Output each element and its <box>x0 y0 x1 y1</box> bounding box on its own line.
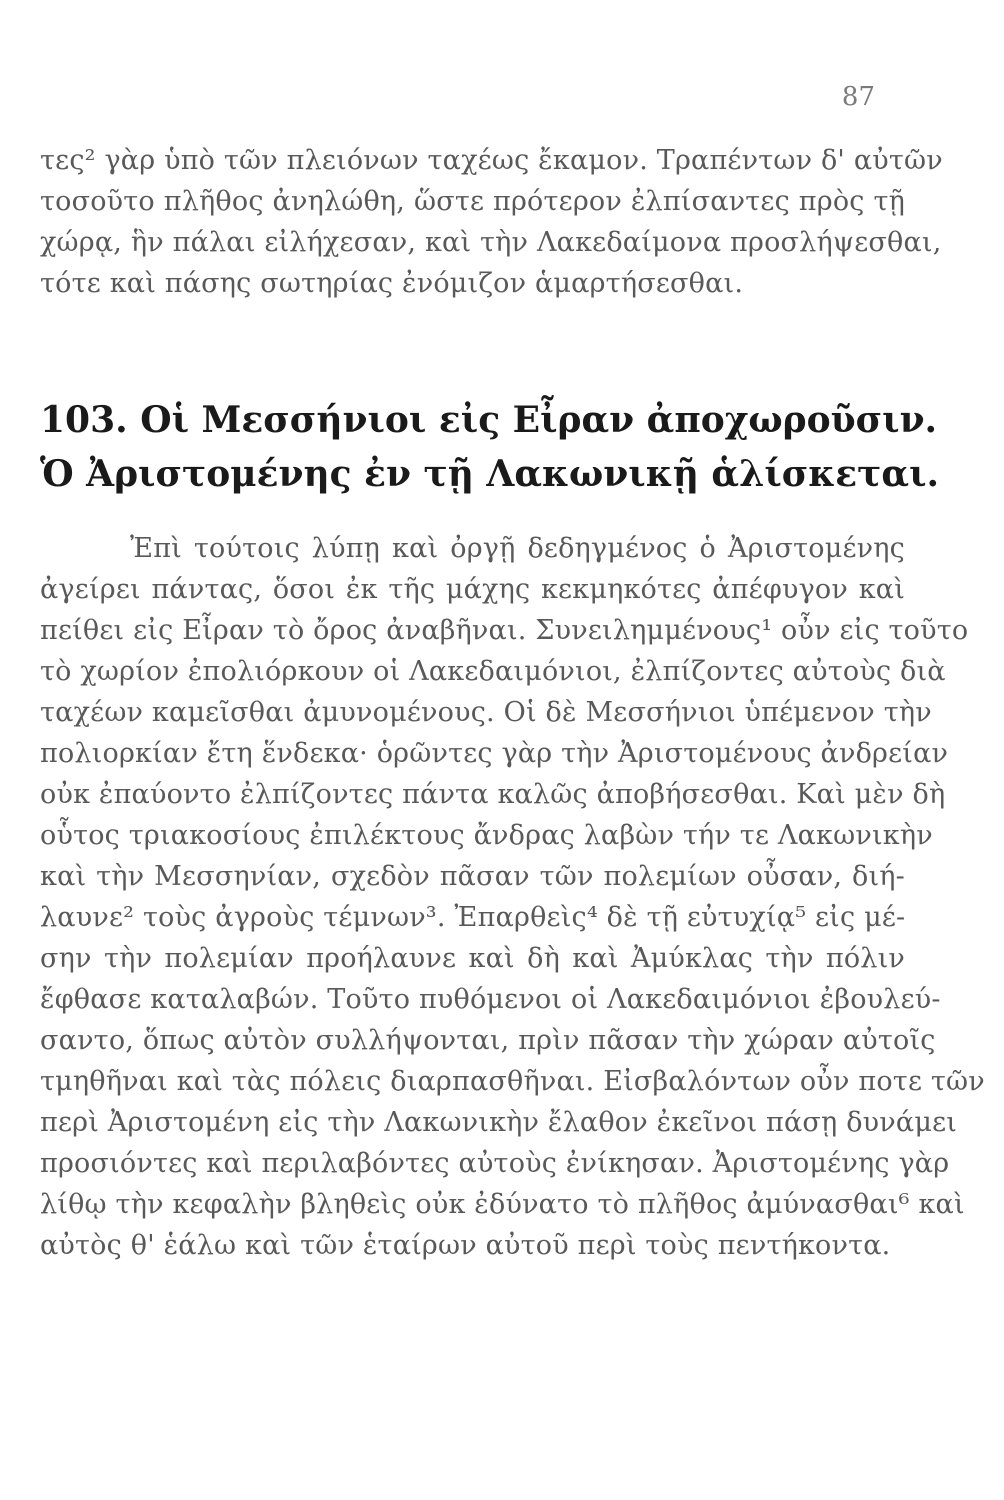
paragraph-continued <box>40 140 943 304</box>
text-line: χώρᾳ, ἣν πάλαι εἰλήχεσαν, καὶ τὴν Λακεδαίμονα προσλήψεσθαι, <box>40 227 942 258</box>
text-line: λαυνε² τοὺς ἀγροὺς τέμνων³. Ἐπαρθεὶς⁴ δὲ τῇ εὐτυχίᾳ⁵ εἰς μέ- <box>40 902 906 933</box>
heading-line-2: Ὁ Ἀριστομένης ἐν τῇ Λακωνικῇ ἁλίσκεται. <box>40 453 940 495</box>
text-line: αὐτὸς θ' ἑάλω καὶ τῶν ἑταίρων αὐτοῦ περὶ τοὺς πεντήκοντα. <box>40 1230 891 1261</box>
text-line: ἀγείρει πάντας, ὅσοι ἐκ τῆς μάχης κεκμηκότες ἀπέφυγον καὶ <box>40 574 905 605</box>
text-line: σην τὴν πολεμίαν προήλαυνε καὶ δὴ καὶ Ἀμύκλας τὴν πόλιν <box>40 943 905 974</box>
text-line: τοσοῦτο πλῆθος ἀνηλώθη, ὥστε πρότερον ἐλπίσαντες πρὸς τῇ <box>40 186 905 217</box>
text-line: τότε καὶ πάσης σωτηρίας ἐνόμιζον ἁμαρτήσεσθαι. <box>40 268 744 299</box>
text-line: ταχέων καμεῖσθαι ἀμυνομένους. Οἱ δὲ Μεσσήνιοι ὑπέμενον τὴν <box>40 697 932 728</box>
text-line: ἔφθασε καταλαβών. Τοῦτο πυθόμενοι οἱ Λακεδαιμόνιοι ἐβουλεύ- <box>40 984 941 1015</box>
heading-line-1: 103. Οἱ Μεσσήνιοι εἰς Εἶραν ἀποχωροῦσιν. <box>40 399 938 441</box>
text-line: προσιόντες καὶ περιλαβόντες αὐτοὺς ἐνίκησαν. Ἀριστομένης γὰρ <box>40 1148 950 1179</box>
text-line: πολιορκίαν ἔτη ἕνδεκα· ὁρῶντες γὰρ τὴν Ἀριστομένους ἀνδρείαν <box>40 738 949 769</box>
text-line: τες² γὰρ ὑπὸ τῶν πλειόνων ταχέως ἔκαμον. Τραπέντων δ' αὐτῶν <box>40 145 943 176</box>
text-line: περὶ Ἀριστομένη εἰς τὴν Λακωνικὴν ἔλαθον ἐκεῖνοι πάσῃ δυνάμει <box>40 1107 958 1138</box>
text-line: λίθῳ τὴν κεφαλὴν βληθεὶς οὐκ ἐδύνατο τὸ πλῆθος ἀμύνασθαι⁶ καὶ <box>40 1189 965 1220</box>
text-line: πείθει εἰς Εἶραν τὸ ὄρος ἀναβῆναι. Συνειλημμένους¹ οὖν εἰς τοῦτο <box>40 615 969 646</box>
page-number: 87 <box>841 82 875 112</box>
section-heading <box>40 393 940 501</box>
text-line: Ἐπὶ τούτοις λύπῃ καὶ ὀργῇ δεδηγμένος ὁ Ἀριστομένης <box>130 533 905 564</box>
text-line: σαντο, ὅπως αὐτὸν συλλήψονται, πρὶν πᾶσαν τὴν χώραν αὐτοῖς <box>40 1025 936 1056</box>
text-line: οὗτος τριακοσίους ἐπιλέκτους ἄνδρας λαβὼν τήν τε Λακωνικὴν <box>40 820 933 851</box>
paragraph-main <box>40 528 985 1266</box>
text-line: οὐκ ἐπαύοντο ἐλπίζοντες πάντα καλῶς ἀποβήσεσθαι. Καὶ μὲν δὴ <box>40 779 946 810</box>
text-line: τμηθῆναι καὶ τὰς πόλεις διαρπασθῆναι. Εἰσβαλόντων οὖν ποτε τῶν <box>40 1066 985 1097</box>
text-line: τὸ χωρίον ἐπολιόρκουν οἱ Λακεδαιμόνιοι, ἐλπίζοντες αὐτοὺς διὰ <box>40 656 946 687</box>
text-line: καὶ τὴν Μεσσηνίαν, σχεδὸν πᾶσαν τῶν πολεμίων οὖσαν, διή- <box>40 861 905 892</box>
